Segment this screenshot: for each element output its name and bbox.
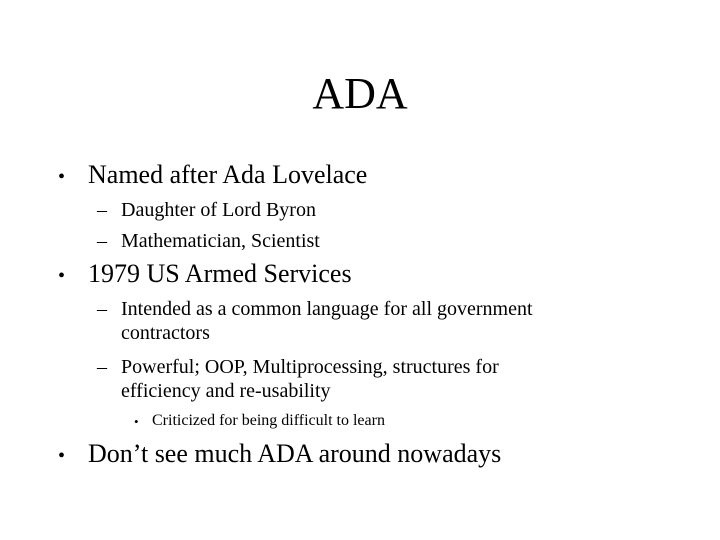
bullet-marker: • xyxy=(58,166,66,188)
bullet-text-line: efficiency and re-usability xyxy=(121,380,331,402)
sub-bullet-item xyxy=(97,198,316,222)
sub-bullet-item xyxy=(97,229,320,253)
bullet-text: Daughter of Lord Byron xyxy=(121,199,316,221)
sub-bullet-item xyxy=(97,297,533,345)
bullet-text-line: Powerful; OOP, Multiprocessing, structures for xyxy=(121,356,499,378)
dash-marker: – xyxy=(97,356,107,378)
bullet-item xyxy=(58,259,352,289)
bullet-text: Mathematician, Scientist xyxy=(121,230,320,252)
bullet-text: 1979 US Armed Services xyxy=(88,259,352,288)
bullet-marker: • xyxy=(58,265,66,287)
bullet-item xyxy=(58,439,501,469)
dash-marker: – xyxy=(97,199,107,221)
slide-title: ADA xyxy=(312,69,408,118)
bullet-marker: • xyxy=(58,445,66,467)
dash-marker: – xyxy=(97,298,107,320)
bullet-text-line: Intended as a common language for all government xyxy=(121,298,533,320)
sub-bullet-item xyxy=(97,355,499,403)
bullet-text-line: contractors xyxy=(121,322,210,344)
bullet-text: Named after Ada Lovelace xyxy=(88,160,368,189)
bullet-marker: • xyxy=(134,414,139,429)
bullet-text: Criticized for being difficult to learn xyxy=(152,412,385,429)
bullet-text: Don’t see much ADA around nowadays xyxy=(88,439,502,468)
dash-marker: – xyxy=(97,230,107,252)
sub-sub-bullet-item xyxy=(134,411,385,431)
bullet-item xyxy=(58,160,367,190)
